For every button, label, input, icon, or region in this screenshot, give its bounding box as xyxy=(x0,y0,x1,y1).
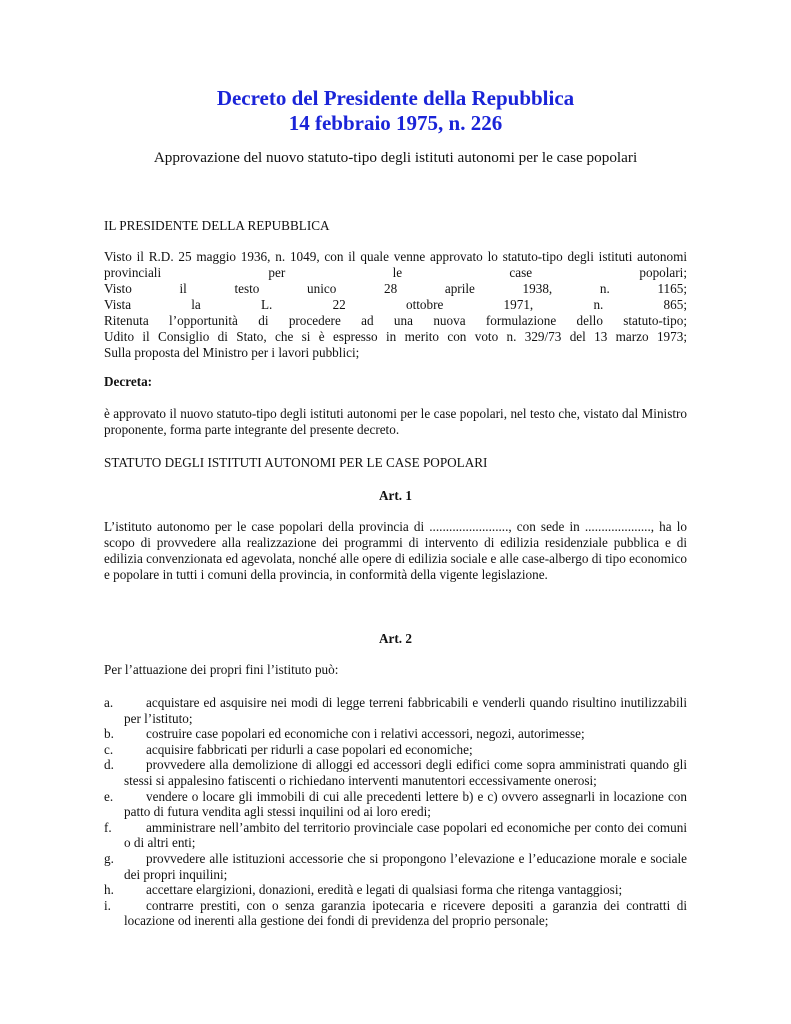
list-item-text: acquisire fabbricati per ridurli a case popolari ed economiche; xyxy=(146,741,473,757)
art2-list xyxy=(104,695,687,929)
premise-line: Ritenuta l’opportunità di procedere ad una nuova formulazione dello statuto-tipo; xyxy=(104,313,687,328)
list-item xyxy=(104,882,687,898)
title-line-2: 14 febbraio 1975, n. 226 xyxy=(288,111,503,135)
list-item-label: e. xyxy=(104,788,114,804)
list-item xyxy=(104,695,687,726)
document-subtitle: Approvazione del nuovo statuto-tipo degli istituti autonomi per le case popolari xyxy=(153,149,638,166)
premise-line: Vista la L. 22 ottobre 1971, n. 865; xyxy=(104,297,687,312)
list-item xyxy=(104,742,687,758)
premise-line: Udito il Consiglio di Stato, che si è espresso in merito con voto n. 329/73 del 13 marzo 1973; xyxy=(104,329,687,344)
premise-line: Visto il testo unico 28 aprile 1938, n. 1165; xyxy=(104,281,687,296)
premise-line: Sulla proposta del Ministro per i lavori pubblici; xyxy=(104,345,360,360)
art2-intro: Per l’attuazione dei propri fini l’istituto può: xyxy=(104,662,339,677)
premises-block xyxy=(104,249,687,361)
list-item-text: amministrare nell’ambito del territorio provinciale case popolari ed economiche per conto dei comuni o di altri enti; xyxy=(124,819,687,851)
premise-line: provinciali per le case popolari; xyxy=(104,265,687,280)
list-item-text: provvedere alle istituzioni accessorie che si propongono l’elevazione e l’educazione morale e sociale dei propri inquilini; xyxy=(124,850,687,882)
list-item xyxy=(104,898,687,929)
decreta-heading: Decreta: xyxy=(104,374,153,389)
document-title xyxy=(104,86,687,136)
premise-line: Visto il R.D. 25 maggio 1936, n. 1049, con il quale venne approvato lo statuto-tipo degli istituti autonomi xyxy=(104,249,687,264)
title-line-1: Decreto del Presidente della Repubblica xyxy=(216,86,575,110)
list-item xyxy=(104,789,687,820)
list-item-text: acquistare ed asquisire nei modi di legge terreni fabbricabili e venderli quando risultino inutilizzabili per l’istituto; xyxy=(124,695,687,726)
list-item-text: contrarre prestiti, con o senza garanzia ipotecaria e ricevere depositi a garanzia dei contratti di locazione od inerenti alla gestione dei fondi di previdenza del proprio personale; xyxy=(124,897,687,929)
art1-paragraph: L’istituto autonomo per le case popolari della provincia di ........................, con sede in ...................., ha lo scopo di provvedere alla realizzazione dei programmi di intervento di edilizia residenziale pubblica e di edilizia convenzionata ed agevolata, nonché alle opere di edilizia sociale e alle case-albergo di tipo economico e popolare in tutti i comuni della provincia, in conformità della vigente legislazione. xyxy=(104,519,687,582)
list-item-label: h. xyxy=(104,882,114,898)
statute-heading: STATUTO DEGLI ISTITUTI AUTONOMI PER LE CASE POPOLARI xyxy=(104,455,488,470)
list-item-text: vendere o locare gli immobili di cui alle precedenti lettere b) e c) ovvero assegnarli in locazione con patto di futura vendita agli stessi inquilini od ai loro eredi; xyxy=(124,788,687,820)
list-item xyxy=(104,757,687,788)
list-item-label: c. xyxy=(104,741,114,757)
list-item-text: accettare elargizioni, donazioni, eredità e legati di qualsiasi forma che ritenga vantaggiosi; xyxy=(146,882,623,898)
list-item-text: provvedere alla demolizione di alloggi ed accessori degli edifici come sopra amministrati quando gli stessi si appalesino fatiscenti o richiedano interventi manutentori eccessivamente onerosi; xyxy=(124,757,687,788)
art2-heading: Art. 2 xyxy=(379,631,412,646)
president-heading: IL PRESIDENTE DELLA REPUBBLICA xyxy=(104,218,330,233)
approval-paragraph: è approvato il nuovo statuto-tipo degli istituti autonomi per le case popolari, nel testo che, vistato dal Ministro proponente, forma parte integrante del presente decreto. xyxy=(104,406,687,437)
list-item-label: i. xyxy=(104,897,111,913)
list-item-label: b. xyxy=(104,726,114,742)
list-item-label: g. xyxy=(104,850,114,866)
list-item-label: a. xyxy=(104,695,114,710)
list-item xyxy=(104,820,687,851)
list-item xyxy=(104,851,687,882)
list-item-label: d. xyxy=(104,757,114,773)
list-item xyxy=(104,726,687,742)
list-item-label: f. xyxy=(104,819,112,835)
art1-heading: Art. 1 xyxy=(379,488,412,503)
list-item-text: costruire case popolari ed economiche con i relativi accessori, negozi, autorimesse; xyxy=(146,726,585,742)
